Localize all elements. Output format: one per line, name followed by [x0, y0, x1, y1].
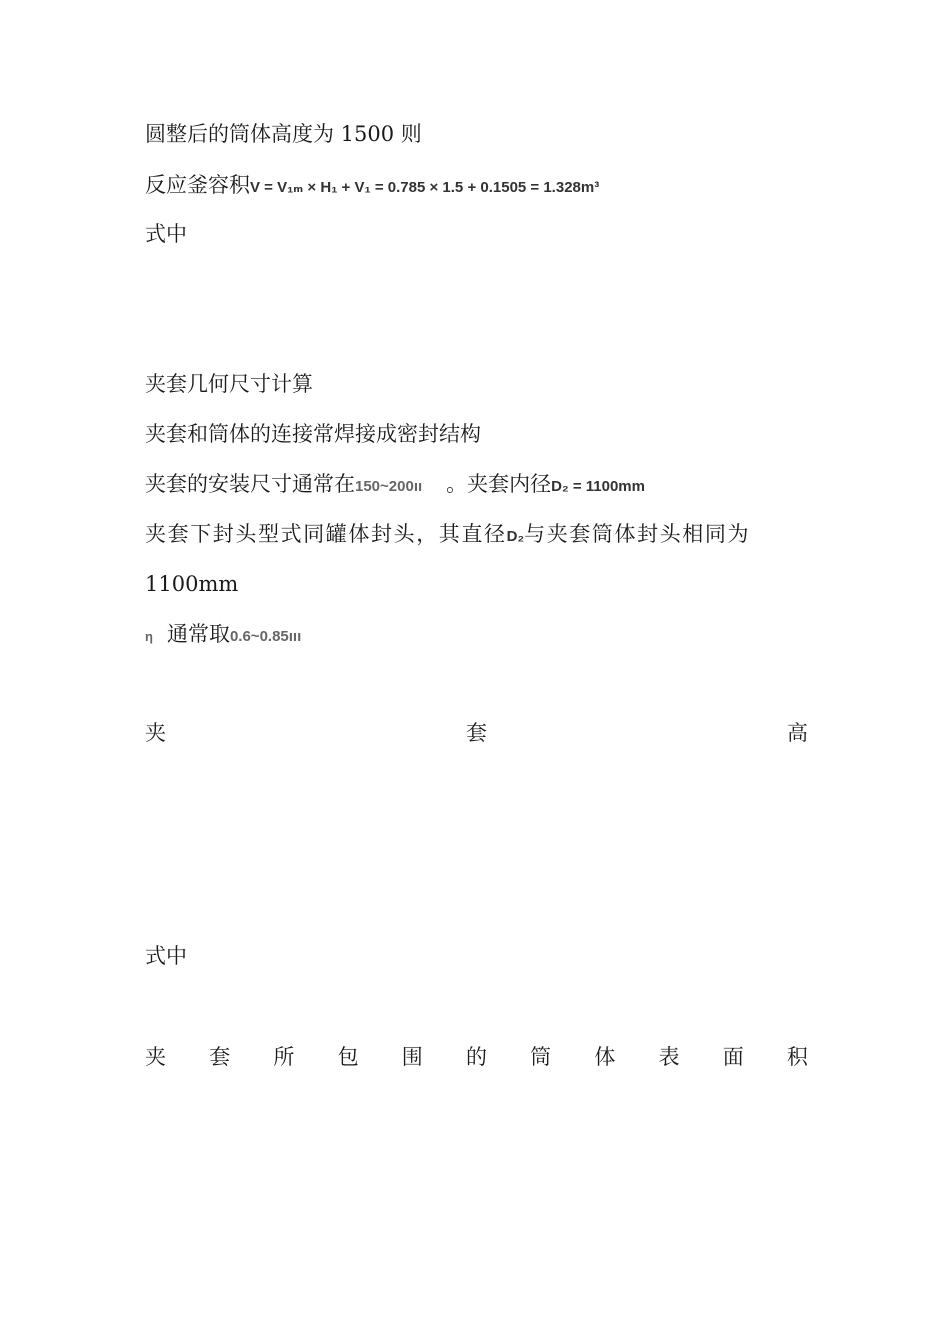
char: 夹: [145, 1045, 166, 1069]
char: 面: [722, 1045, 744, 1069]
char: 围: [401, 1045, 423, 1069]
reactor-volume-label: 反应釜容积: [145, 173, 250, 197]
char: 筒: [530, 1045, 552, 1069]
text-line-eta: [145, 620, 301, 651]
installation-range-equation: 150~200ıı: [355, 478, 423, 495]
char: 夹: [145, 721, 166, 745]
text-line-jacket-connection: 夹套和筒体的连接常焊接成密封结构: [145, 422, 481, 446]
eta-range-equation: 0.6~0.85ııı: [229, 628, 302, 645]
text-line-cylinder-height: 圆整后的筒体高度为 1500 则: [145, 122, 422, 146]
text-line-lower-head: [145, 520, 750, 551]
text-line-where-2: 式中: [145, 944, 187, 968]
char: 表: [658, 1045, 680, 1069]
reactor-volume-equation: V = V₁ₘ × H₁ + V₁ = 0.785 × 1.5 + 0.1505 = 1.328m³: [250, 179, 600, 196]
char: 包: [337, 1045, 359, 1069]
inner-diameter-label: 。夹套内径: [446, 472, 552, 496]
char: 高: [787, 721, 808, 745]
text-line-where-1: 式中: [145, 222, 187, 246]
inner-diameter-equation: D₂ = 1100mm: [551, 478, 645, 495]
char: 积: [786, 1045, 808, 1069]
eta-text: 通常取: [166, 622, 230, 646]
text-line-reactor-volume: [145, 171, 599, 202]
text-line-jacket-height: [145, 719, 808, 747]
char: 所: [273, 1045, 295, 1069]
lower-head-text-b: 与夹套筒体封头相同为: [524, 522, 751, 546]
text-line-diameter-value: 1100mm: [145, 572, 239, 596]
section-heading-jacket-geometry: 夹套几何尺寸计算: [145, 372, 313, 396]
text-line-jacket-installation: [145, 470, 645, 501]
char: 体: [594, 1045, 616, 1069]
lower-head-text-a: 夹套下封头型式同罐体封头，其直径: [145, 522, 507, 546]
char: 套: [466, 721, 487, 745]
text-line-jacket-surface-area: [145, 1043, 808, 1071]
installation-label: 夹套的安装尺寸通常在: [145, 472, 355, 496]
char: 套: [209, 1045, 231, 1069]
eta-symbol: η: [145, 629, 153, 644]
lower-head-diameter-symbol: D₂: [506, 528, 525, 545]
char: 的: [465, 1045, 487, 1069]
